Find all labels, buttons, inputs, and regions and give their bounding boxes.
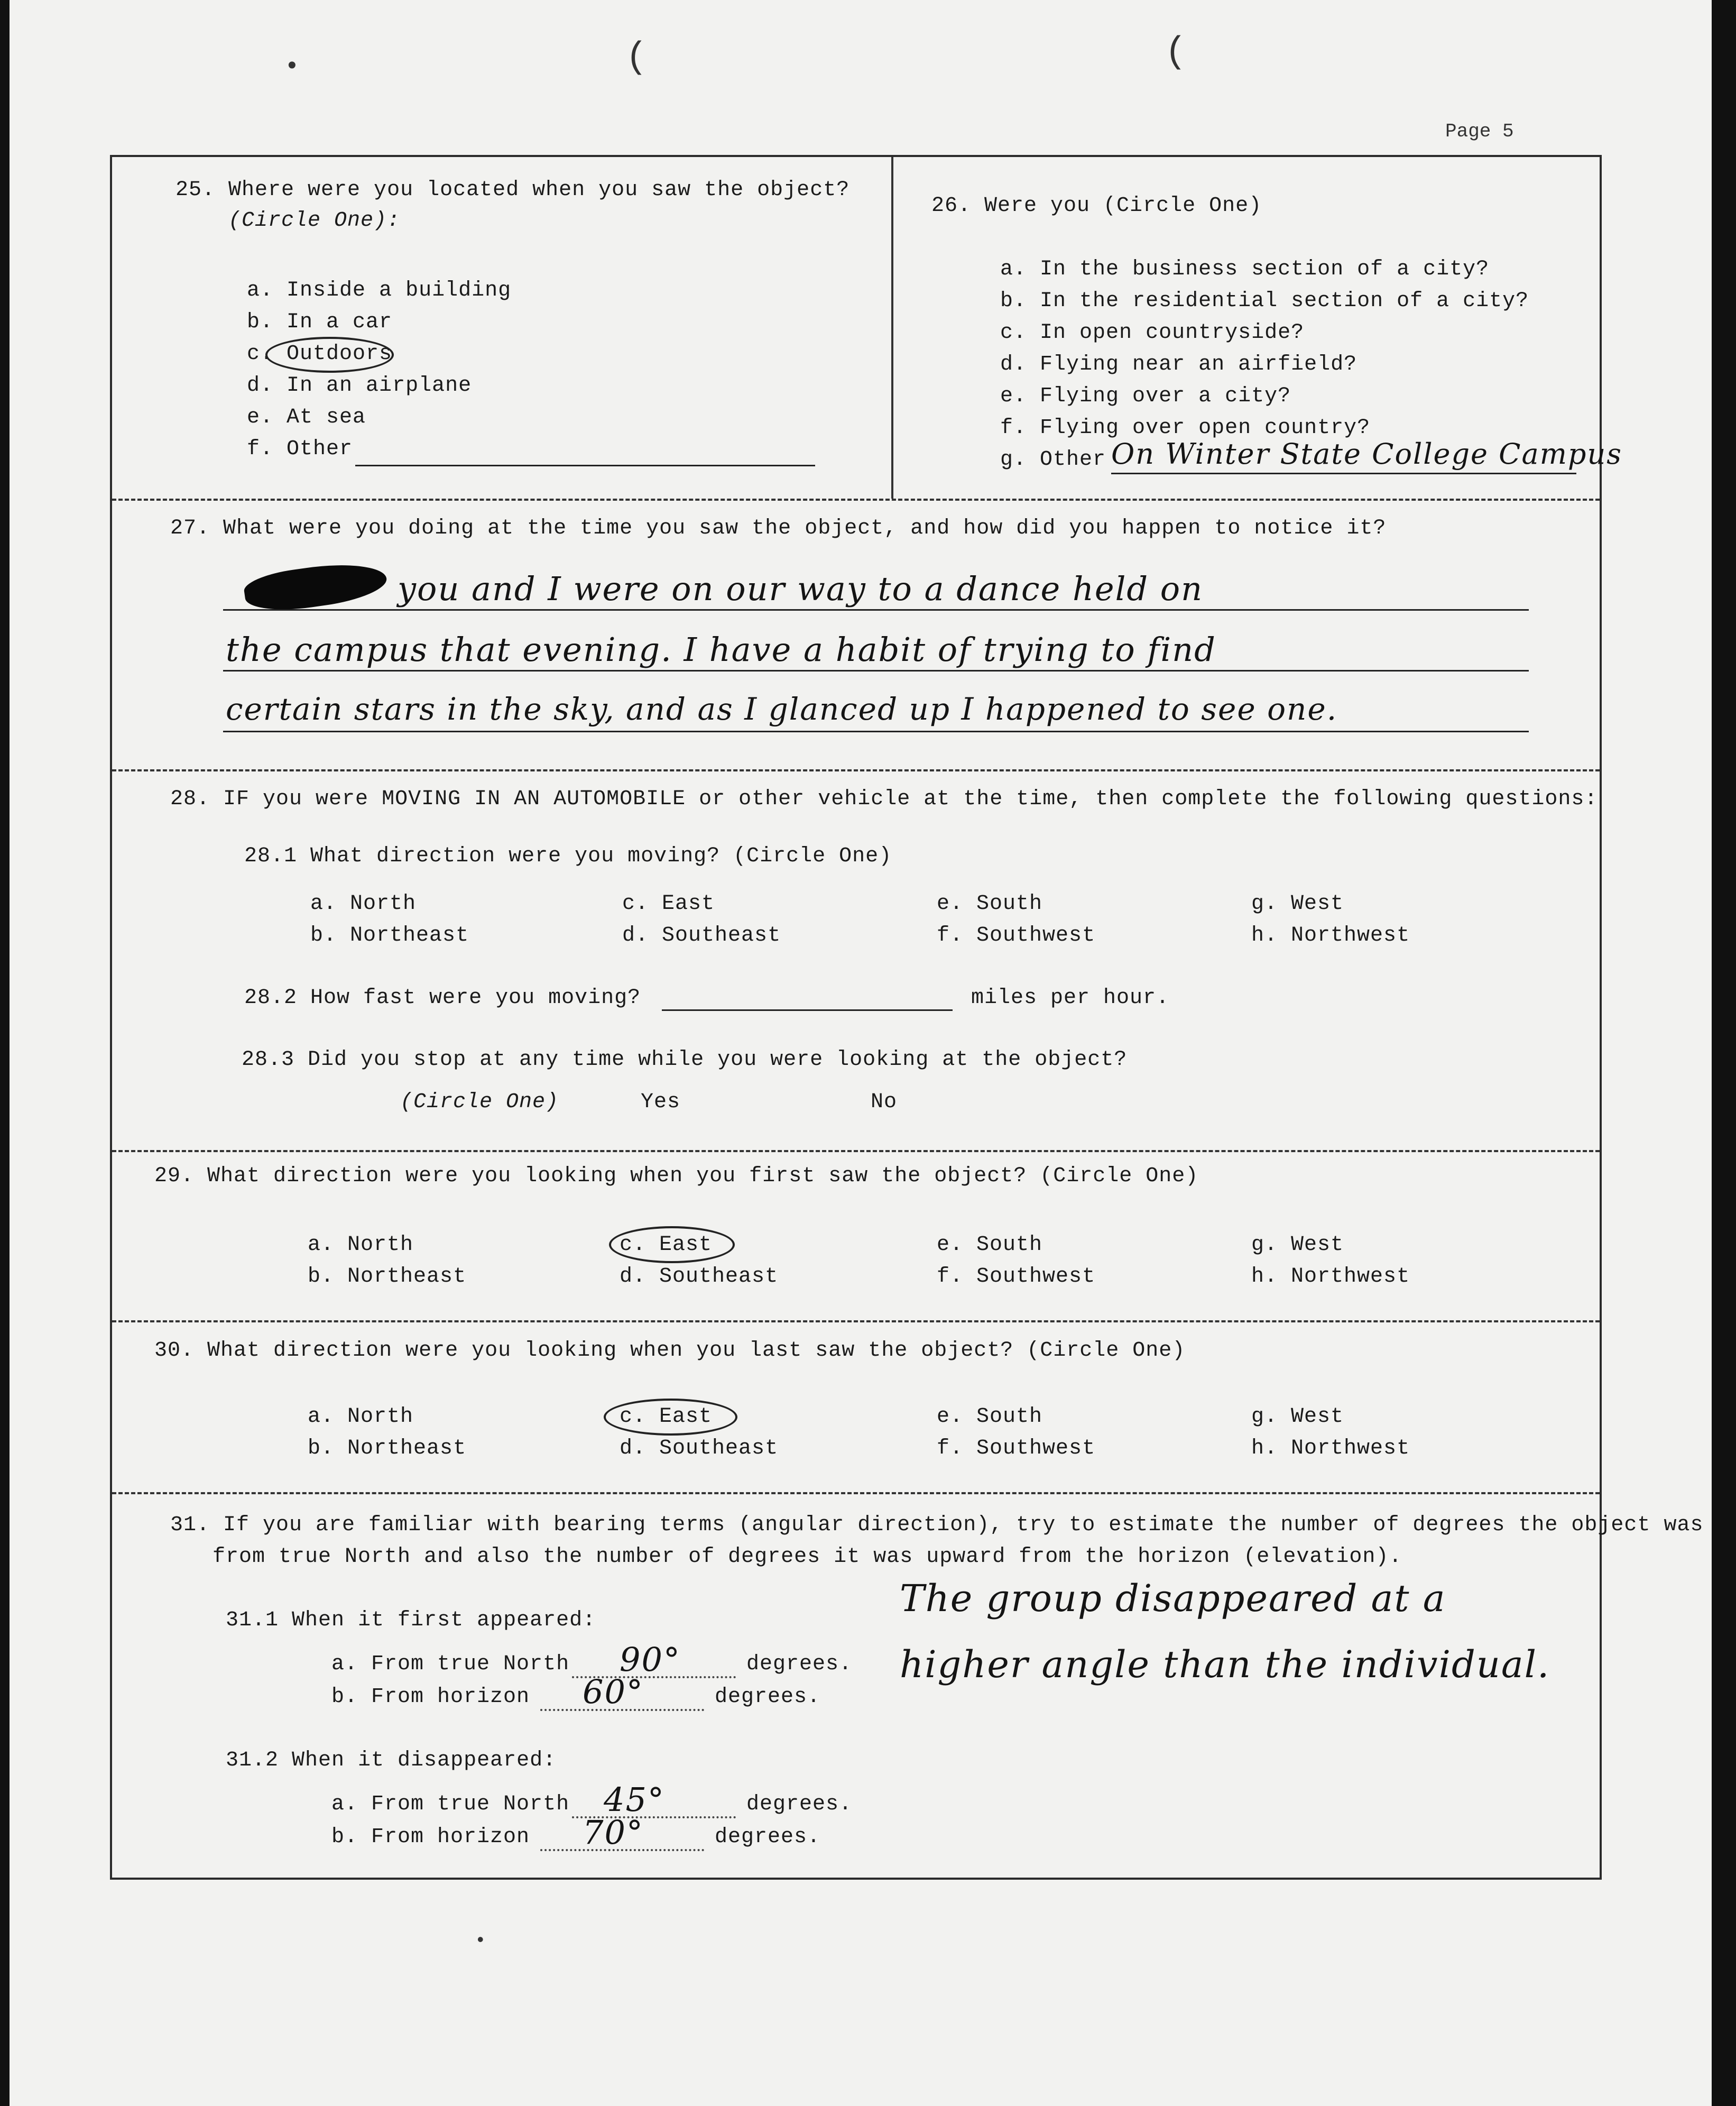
q31-1-north-value[interactable]: 90° <box>620 1640 681 1679</box>
q31-2-horizon-value[interactable]: 70° <box>583 1813 644 1852</box>
section-divider <box>112 1492 1600 1494</box>
q25-option-f[interactable]: f. Other <box>247 437 353 461</box>
q28-1-option-f[interactable]: f. Southwest <box>937 924 1096 948</box>
scan-speck: • <box>284 53 300 81</box>
section-divider <box>112 1320 1600 1322</box>
scan-mark: ( <box>1165 32 1187 73</box>
q28-2-question: 28.2 How fast were you moving? <box>244 986 641 1010</box>
q25-other-line[interactable] <box>355 465 815 466</box>
q30-option-d[interactable]: d. Southeast <box>620 1437 779 1460</box>
q28-2-unit: miles per hour. <box>971 986 1170 1010</box>
q29-answer-circle <box>609 1226 735 1263</box>
q30-option-c[interactable]: c. East <box>620 1405 713 1429</box>
q31-2-horizon-label: b. From horizon <box>331 1825 530 1849</box>
redaction-mark <box>242 557 389 617</box>
q25-question: 25. Where were you located when you saw the object? <box>176 178 850 202</box>
q25-answer-circle <box>265 337 394 373</box>
section-divider <box>112 499 1600 501</box>
q28-3-instruction: (Circle One) <box>400 1090 559 1114</box>
q28-3-yes[interactable]: Yes <box>641 1090 681 1114</box>
q31-1-horizon-unit: degrees. <box>715 1685 821 1709</box>
answer-underline <box>223 670 1529 672</box>
answer-underline <box>223 609 1529 611</box>
q28-1-option-b[interactable]: b. Northeast <box>310 924 469 948</box>
q28-3-no[interactable]: No <box>871 1090 898 1114</box>
q28-1-option-e[interactable]: e. South <box>937 892 1043 916</box>
q30-option-e[interactable]: e. South <box>937 1405 1043 1429</box>
section-divider <box>112 769 1600 771</box>
q29-option-c[interactable]: c. East <box>620 1233 713 1257</box>
q26-option-d[interactable]: d. Flying near an airfield? <box>1000 353 1358 376</box>
q27-answer-line-1[interactable]: you and I were on our way to a dance held on <box>398 569 1204 608</box>
q26-option-b[interactable]: b. In the residential section of a city? <box>1000 289 1529 313</box>
q25-option-e[interactable]: e. At sea <box>247 406 366 429</box>
q29-question: 29. What direction were you looking when you first saw the object? (Circle One) <box>154 1164 1199 1188</box>
q25-option-c[interactable]: c. Outdoors <box>247 342 393 366</box>
q28-1-option-a[interactable]: a. North <box>310 892 417 916</box>
q31-1-horizon-value[interactable]: 60° <box>583 1672 644 1711</box>
q29-option-g[interactable]: g. West <box>1251 1233 1344 1257</box>
q30-option-h[interactable]: h. Northwest <box>1251 1437 1410 1460</box>
q29-option-f[interactable]: f. Southwest <box>937 1265 1096 1289</box>
form-page <box>10 0 1712 2106</box>
q25-option-d[interactable]: d. In an airplane <box>247 374 472 398</box>
q30-answer-circle <box>604 1399 737 1436</box>
q31-1-horizon-label: b. From horizon <box>331 1685 530 1709</box>
q30-option-g[interactable]: g. West <box>1251 1405 1344 1429</box>
q31-2-label: 31.2 When it disappeared: <box>226 1749 557 1772</box>
q30-option-a[interactable]: a. North <box>308 1405 414 1429</box>
q29-option-b[interactable]: b. Northeast <box>308 1265 467 1289</box>
q26-option-c[interactable]: c. In open countryside? <box>1000 321 1305 345</box>
q28-1-option-g[interactable]: g. West <box>1251 892 1344 916</box>
q28-2-speed-field[interactable] <box>662 1009 953 1011</box>
column-divider <box>891 157 893 499</box>
q31-2-north-value[interactable]: 45° <box>604 1780 665 1819</box>
q26-other-answer[interactable]: On Winter State College Campus <box>1111 437 1622 471</box>
q31-question-line-1: 31. If you are familiar with bearing terms (angular direction), try to estimate the number of degrees the object was <box>170 1513 1704 1537</box>
q25-option-a[interactable]: a. Inside a building <box>247 279 512 302</box>
q29-option-d[interactable]: d. Southeast <box>620 1265 779 1289</box>
q28-1-option-d[interactable]: d. Southeast <box>622 924 781 948</box>
form-frame <box>110 155 1704 1880</box>
q25-instruction: (Circle One): <box>228 209 401 233</box>
scan-mark: ( <box>625 37 648 79</box>
q31-note-line-2[interactable]: higher angle than the individual. <box>900 1643 1550 1686</box>
q31-note-line-1[interactable]: The group disappeared at a <box>900 1577 1446 1620</box>
q29-option-e[interactable]: e. South <box>937 1233 1043 1257</box>
q31-1-label: 31.1 When it first appeared: <box>226 1608 596 1632</box>
q25-option-b[interactable]: b. In a car <box>247 310 393 334</box>
q26-option-a[interactable]: a. In the business section of a city? <box>1000 257 1490 281</box>
section-divider <box>112 1150 1600 1152</box>
q30-question: 30. What direction were you looking when you last saw the object? (Circle One) <box>154 1339 1186 1363</box>
q28-question: 28. IF you were MOVING IN AN AUTOMOBILE or other vehicle at the time, then complete the following questions: <box>170 787 1598 811</box>
q29-option-h[interactable]: h. Northwest <box>1251 1265 1410 1289</box>
scan-speck: • <box>475 1930 486 1952</box>
q30-option-b[interactable]: b. Northeast <box>308 1437 467 1460</box>
q31-1-north-label: a. From true North <box>331 1652 570 1676</box>
q26-other-line <box>1111 473 1576 474</box>
q27-answer-line-2[interactable]: the campus that evening. I have a habit of trying to find <box>226 630 1216 669</box>
q31-2-north-label: a. From true North <box>331 1792 570 1816</box>
page-number: Page 5 <box>1445 121 1514 142</box>
q29-option-a[interactable]: a. North <box>308 1233 414 1257</box>
q31-2-north-unit: degrees. <box>746 1792 853 1816</box>
q30-option-f[interactable]: f. Southwest <box>937 1437 1096 1460</box>
q28-1-option-h[interactable]: h. Northwest <box>1251 924 1410 948</box>
q27-question: 27. What were you doing at the time you saw the object, and how did you happen to notice it? <box>170 517 1387 540</box>
q26-option-e[interactable]: e. Flying over a city? <box>1000 384 1291 408</box>
q31-1-north-unit: degrees. <box>746 1652 853 1676</box>
q28-3-question: 28.3 Did you stop at any time while you were looking at the object? <box>242 1048 1128 1072</box>
q27-answer-line-3[interactable]: certain stars in the sky, and as I glanced up I happened to see one. <box>226 691 1338 727</box>
q31-2-horizon-unit: degrees. <box>715 1825 821 1849</box>
q26-question: 26. Were you (Circle One) <box>931 194 1262 218</box>
answer-underline <box>223 731 1529 732</box>
q26-option-f[interactable]: f. Flying over open country? <box>1000 416 1371 440</box>
q28-1-question: 28.1 What direction were you moving? (Circle One) <box>244 844 892 868</box>
q28-1-option-c[interactable]: c. East <box>622 892 715 916</box>
q26-option-g[interactable]: g. Other <box>1000 448 1106 472</box>
q31-question-line-2: from true North and also the number of degrees it was upward from the horizon (elevation). <box>213 1545 1402 1569</box>
